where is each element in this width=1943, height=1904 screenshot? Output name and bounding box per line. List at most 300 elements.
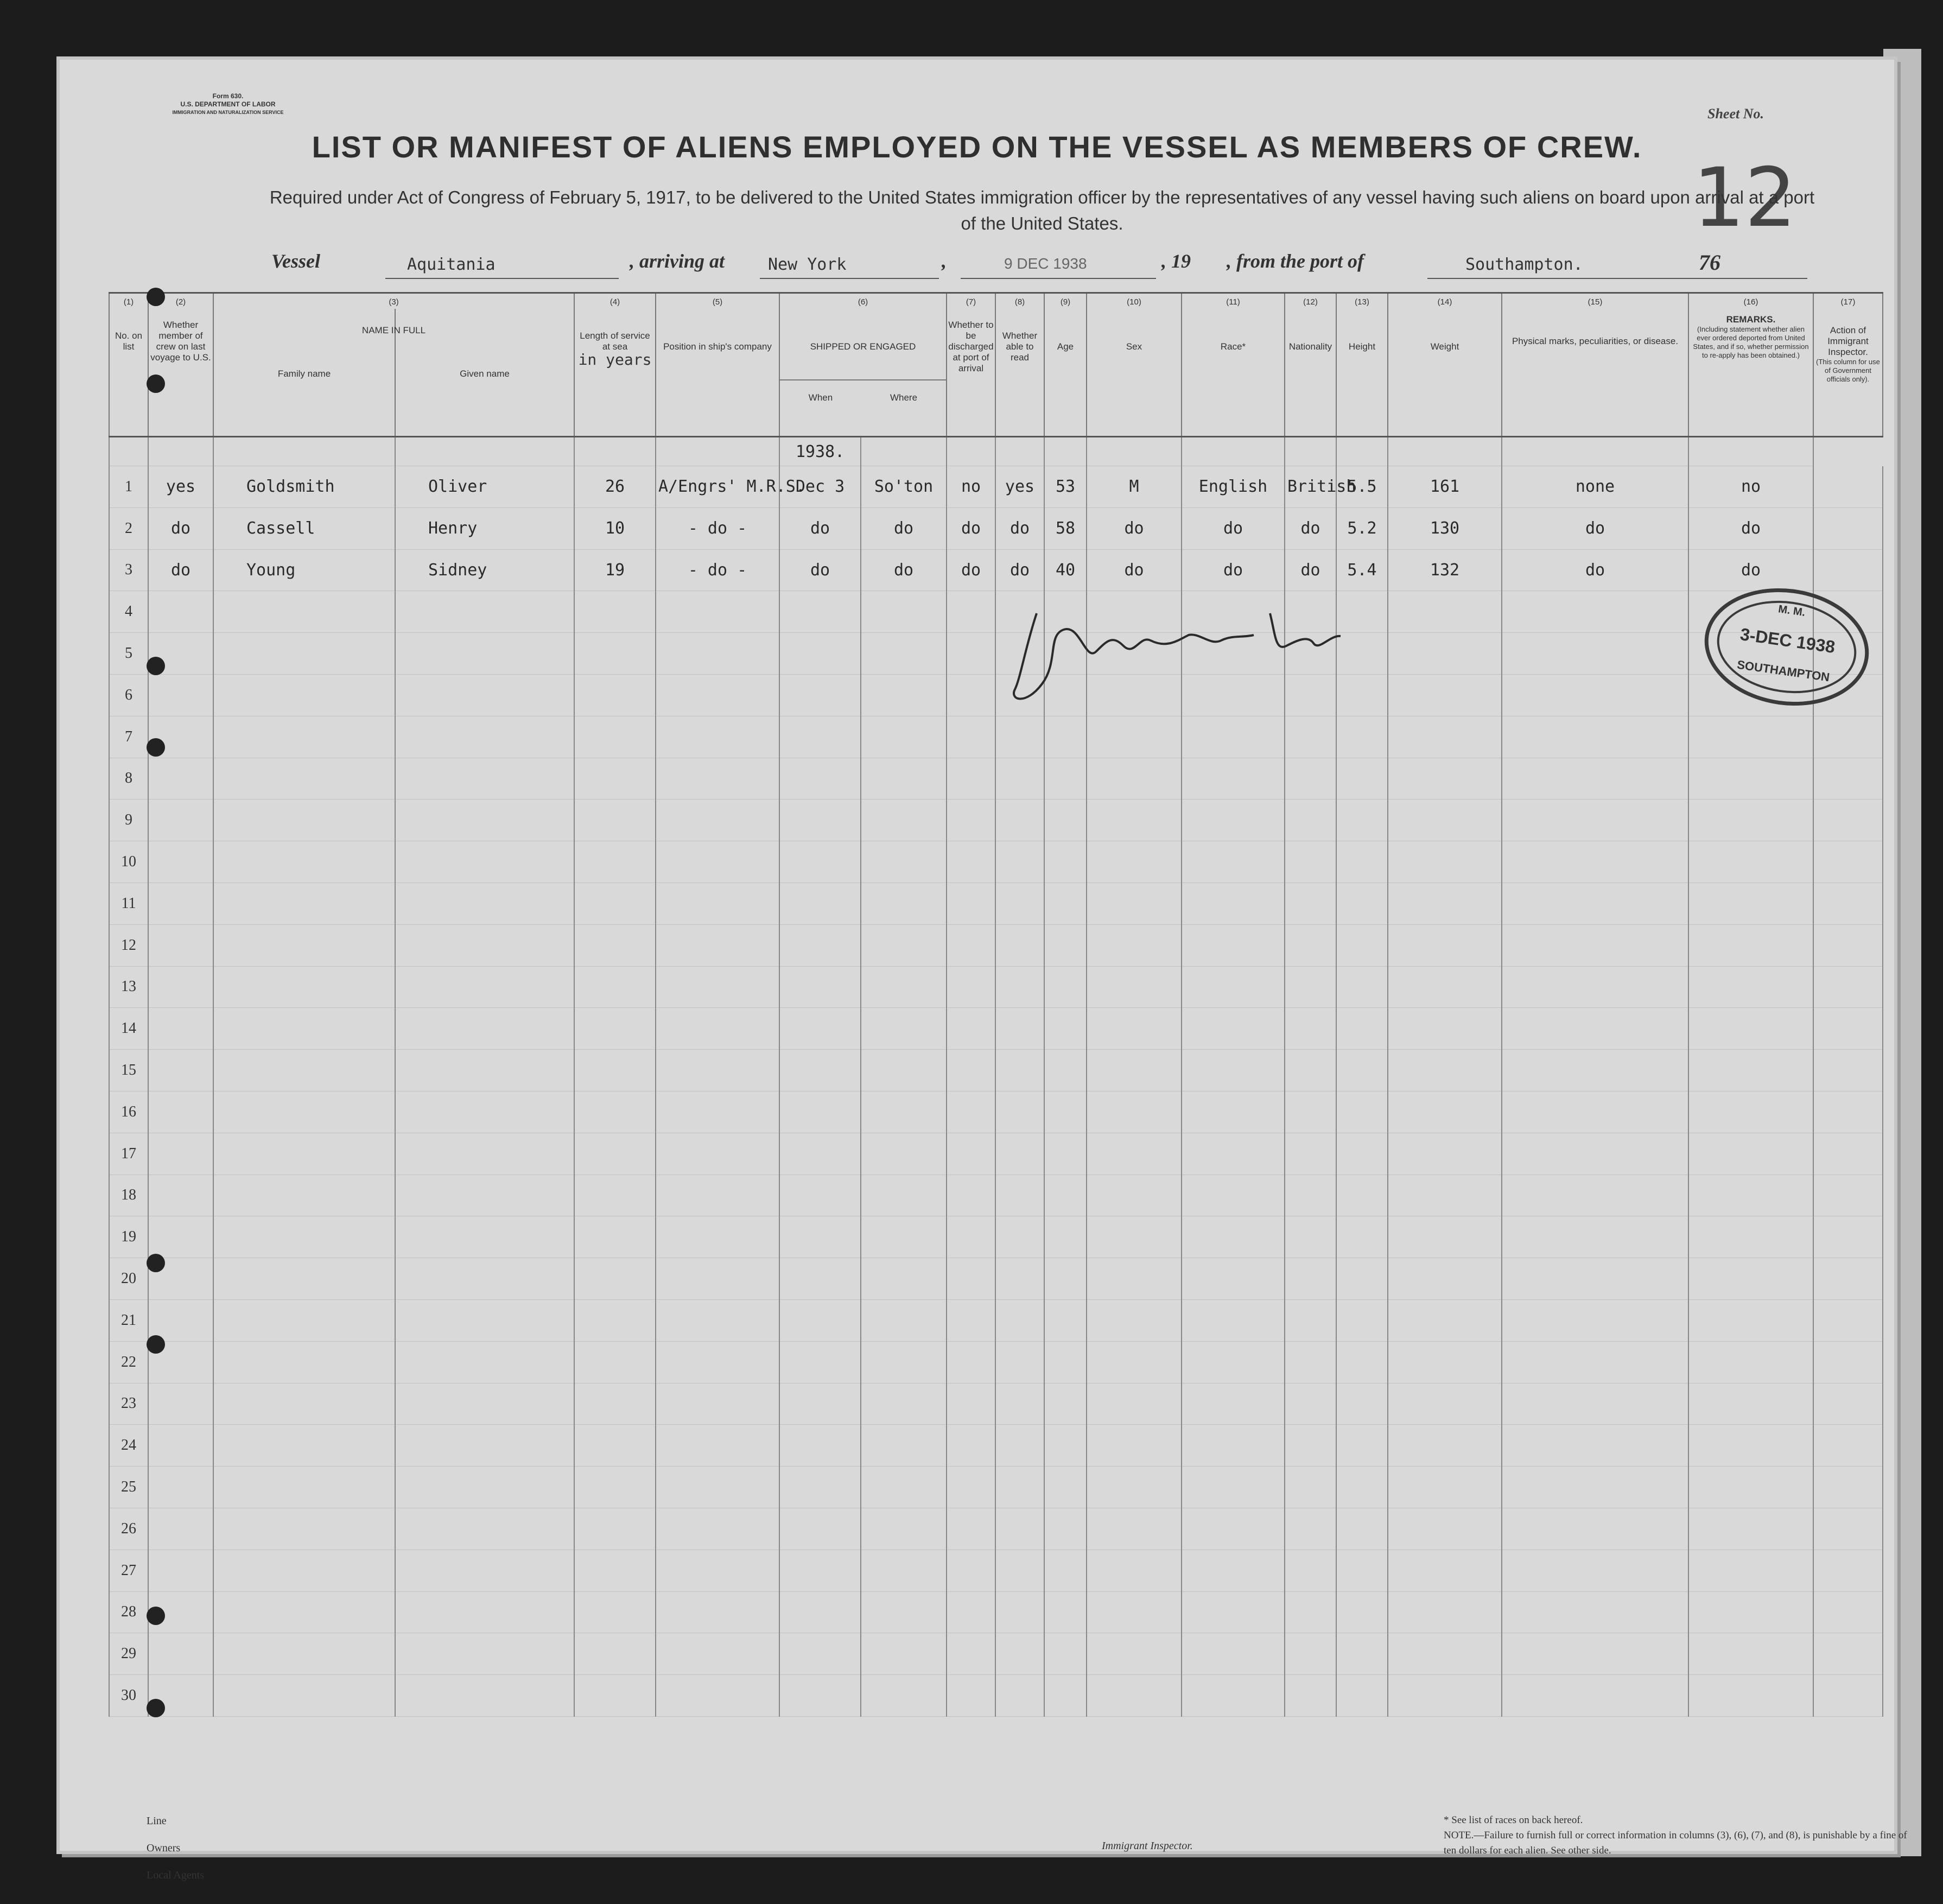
cell-service: [574, 1508, 656, 1550]
row-number: 19: [109, 1216, 148, 1258]
cell-discharged: [947, 716, 995, 758]
cell-service: [574, 1467, 656, 1508]
cell-height: [1336, 1425, 1388, 1467]
cell-discharged: [947, 633, 995, 675]
cell-action: [1813, 924, 1883, 966]
cell-weight: [1388, 1050, 1502, 1091]
header-family-name: [213, 309, 426, 437]
cell-nationality: [1285, 1091, 1336, 1133]
table-row: [109, 674, 1883, 716]
arriving-label: , arriving at: [630, 250, 725, 272]
voyage-line: Vessel Aquitania , arriving at New York , 9 DEC 1938 , 19 , from the port of Southampton. 76: [60, 250, 1894, 282]
cell-weight: [1388, 1133, 1502, 1175]
cell-height: [1336, 1258, 1388, 1300]
cell-physical: [1502, 1675, 1688, 1717]
cell-physical: [1502, 1258, 1688, 1300]
cell-physical: [1502, 674, 1688, 716]
cell-given: [395, 1091, 574, 1133]
row-number: 13: [109, 966, 148, 1008]
table-row: [109, 507, 1883, 549]
cell-given: [395, 758, 574, 799]
vessel-label: Vessel: [271, 250, 320, 272]
table-row: [109, 1383, 1883, 1425]
cell-given: [395, 1008, 574, 1050]
cell-nationality: [1285, 1467, 1336, 1508]
cell-discharged: [947, 1175, 995, 1216]
header-age: Age: [1044, 309, 1087, 437]
cell-height: [1336, 1050, 1388, 1091]
cell-discharged: [947, 1216, 995, 1258]
header-able-read: Whether able to read: [995, 309, 1044, 437]
cell-sex: [1087, 1675, 1182, 1717]
cell-nationality: [1285, 1675, 1336, 1717]
cell-given: [395, 1508, 574, 1550]
table-row: [109, 1467, 1883, 1508]
cell-height: 5.2: [1336, 507, 1388, 549]
cell-when: [779, 1091, 861, 1133]
cell-when: [779, 1425, 861, 1467]
cell-nationality: [1285, 1591, 1336, 1633]
cell-read: [995, 1133, 1044, 1175]
cell-physical: [1502, 924, 1688, 966]
cell-nationality: [1285, 1550, 1336, 1591]
cell-physical: [1502, 1175, 1688, 1216]
cell-sex: [1087, 1008, 1182, 1050]
cell-height: [1336, 716, 1388, 758]
page-subtitle: Required under Act of Congress of February 5, 1917, to be delivered to the United States immigration officer by the representatives of any vessel having such aliens on board upon arrival at a port of the United States.: [269, 187, 1815, 233]
cell-nationality: [1285, 1633, 1336, 1675]
stamp-bottom-text: SOUTHAMPTON: [1736, 657, 1831, 684]
table-row: [109, 1341, 1883, 1383]
cell-race: [1182, 1133, 1285, 1175]
cell-nationality: [1285, 1508, 1336, 1550]
row-number: 30: [109, 1675, 148, 1717]
row-number: 16: [109, 1091, 148, 1133]
header-shipped-label: SHIPPED OR ENGAGED: [780, 309, 946, 380]
cell-physical: [1502, 1633, 1688, 1675]
header-race: Race*: [1182, 309, 1285, 437]
header-crew-member: Whether member of crew on last voyage to U.S.: [148, 309, 213, 437]
row-number: 21: [109, 1299, 148, 1341]
cell-family: [213, 1425, 395, 1467]
cell-weight: [1388, 1091, 1502, 1133]
cell-nationality: [1285, 758, 1336, 799]
cell-where: [861, 1633, 947, 1675]
cell-where: [861, 1508, 947, 1550]
service-name: IMMIGRATION AND NATURALIZATION SERVICE: [172, 110, 284, 115]
cell-physical: [1502, 966, 1688, 1008]
cell-discharged: [947, 591, 995, 633]
row-number: 18: [109, 1175, 148, 1216]
cell-family: [213, 1341, 395, 1383]
cell-service: [574, 1383, 656, 1425]
cell-service: [574, 591, 656, 633]
cell-sex: [1087, 841, 1182, 883]
cell-service: [574, 1008, 656, 1050]
cell-position: [656, 883, 779, 924]
cell-where: [861, 924, 947, 966]
cell-service: [574, 1133, 656, 1175]
header-height: Height: [1336, 309, 1388, 437]
cell-remarks: do: [1688, 549, 1813, 591]
cell-given: [395, 966, 574, 1008]
cell-member: [148, 1550, 213, 1591]
cell-family: [213, 841, 395, 883]
cell-where: [861, 883, 947, 924]
column-number: (4): [574, 293, 656, 309]
cell-when: [779, 1633, 861, 1675]
cell-read: [995, 799, 1044, 841]
cell-given: [395, 1341, 574, 1383]
cell-service: [574, 1633, 656, 1675]
cell-nationality: [1285, 841, 1336, 883]
cell-nationality: [1285, 966, 1336, 1008]
table-row: [109, 799, 1883, 841]
cell-given: Henry: [395, 507, 574, 549]
cell-member: [148, 1508, 213, 1550]
table-row: [109, 758, 1883, 799]
cell-physical: [1502, 799, 1688, 841]
cell-action: [1813, 1091, 1883, 1133]
cell-race: [1182, 841, 1285, 883]
cell-where: [861, 1175, 947, 1216]
cell-race: English: [1182, 466, 1285, 508]
cell-where: [861, 1050, 947, 1091]
cell-physical: [1502, 1550, 1688, 1591]
cell-race: [1182, 1008, 1285, 1050]
cell-read: do: [995, 507, 1044, 549]
cell-given: [395, 1133, 574, 1175]
cell-physical: [1502, 1216, 1688, 1258]
cell-when: [779, 1175, 861, 1216]
cell-when: [779, 1299, 861, 1341]
cell-remarks: [1688, 1299, 1813, 1341]
cell-read: [995, 1508, 1044, 1550]
table-row: [109, 1091, 1883, 1133]
cell-discharged: [947, 1258, 995, 1300]
cell-physical: [1502, 1299, 1688, 1341]
cell-remarks: [1688, 1467, 1813, 1508]
row-number: 4: [109, 591, 148, 633]
cell-position: - do -: [656, 507, 779, 549]
cell-family: [213, 924, 395, 966]
cell-when: [779, 716, 861, 758]
cell-age: [1044, 1299, 1087, 1341]
cell-physical: do: [1502, 507, 1688, 549]
cell-race: [1182, 924, 1285, 966]
cell-when: [779, 1216, 861, 1258]
cell-remarks: [1688, 966, 1813, 1008]
row-number: 1: [109, 466, 148, 508]
cell-service: [574, 1299, 656, 1341]
cell-discharged: [947, 1299, 995, 1341]
cell-sex: do: [1087, 549, 1182, 591]
cell-weight: [1388, 966, 1502, 1008]
cell-remarks: [1688, 758, 1813, 799]
length-unit: in years: [578, 351, 652, 369]
cell-read: [995, 1175, 1044, 1216]
cell-service: [574, 633, 656, 675]
header-remarks-note: (Including statement whether alien ever ordered deported from United States, and if so, whether permission to re-apply has been obtained.): [1693, 325, 1809, 359]
binder-hole: [147, 1254, 165, 1272]
cell-age: [1044, 1675, 1087, 1717]
cell-remarks: [1688, 1050, 1813, 1091]
cell-service: [574, 799, 656, 841]
cell-where: [861, 1008, 947, 1050]
cell-weight: [1388, 758, 1502, 799]
cell-read: [995, 1091, 1044, 1133]
cell-physical: [1502, 1008, 1688, 1050]
cell-sex: [1087, 1133, 1182, 1175]
cell-discharged: [947, 1425, 995, 1467]
cell-nationality: [1285, 716, 1336, 758]
cell-where: [861, 1091, 947, 1133]
cell-race: [1182, 1341, 1285, 1383]
row-number: 7: [109, 716, 148, 758]
cell-member: [148, 1133, 213, 1175]
row-number: 5: [109, 633, 148, 675]
column-number: (10): [1087, 293, 1182, 309]
cell-discharged: [947, 1675, 995, 1717]
cell-read: [995, 1591, 1044, 1633]
cell-physical: [1502, 1050, 1688, 1091]
cell-member: [148, 1383, 213, 1425]
cell-position: [656, 924, 779, 966]
cell-age: [1044, 1508, 1087, 1550]
cell-action: [1813, 841, 1883, 883]
row-number: 12: [109, 924, 148, 966]
header-action: [1813, 309, 1883, 437]
cell-family: [213, 1550, 395, 1591]
cell-service: 26: [574, 466, 656, 508]
cell-action: [1813, 1133, 1883, 1175]
table-row: [109, 466, 1883, 508]
cell-position: [656, 758, 779, 799]
cell-position: [656, 1467, 779, 1508]
cell-age: [1044, 1091, 1087, 1133]
row-number: 28: [109, 1591, 148, 1633]
cell-discharged: [947, 966, 995, 1008]
stamp-date: 3-DEC 1938: [1738, 624, 1837, 657]
cell-race: [1182, 1258, 1285, 1300]
cell-height: [1336, 883, 1388, 924]
table-row: [109, 716, 1883, 758]
cell-age: [1044, 1467, 1087, 1508]
cell-position: [656, 633, 779, 675]
cell-where: [861, 1675, 947, 1717]
cell-position: [656, 1550, 779, 1591]
cell-sex: [1087, 1216, 1182, 1258]
cell-read: [995, 1050, 1044, 1091]
cell-family: [213, 633, 395, 675]
cell-sex: [1087, 966, 1182, 1008]
cell-read: [995, 1008, 1044, 1050]
cell-physical: [1502, 1591, 1688, 1633]
cell-action: [1813, 1258, 1883, 1300]
cell-where: [861, 591, 947, 633]
cell-member: [148, 924, 213, 966]
cell-remarks: [1688, 1341, 1813, 1383]
cell-action: [1813, 1633, 1883, 1675]
cell-age: [1044, 1383, 1087, 1425]
cell-physical: [1502, 716, 1688, 758]
cell-age: 40: [1044, 549, 1087, 591]
cell-member: yes: [148, 466, 213, 508]
cell-nationality: [1285, 1299, 1336, 1341]
row-number: 25: [109, 1467, 148, 1508]
manifest-rows: [109, 437, 1883, 1717]
cell-when: [779, 1341, 861, 1383]
cell-weight: [1388, 1216, 1502, 1258]
row-number: 17: [109, 1133, 148, 1175]
cell-family: [213, 1175, 395, 1216]
cell-where: do: [861, 507, 947, 549]
cell-read: [995, 1633, 1044, 1675]
cell-family: [213, 1383, 395, 1425]
column-numbers-row: [109, 293, 1883, 309]
cell-position: [656, 716, 779, 758]
cell-nationality: [1285, 1133, 1336, 1175]
cell-sex: [1087, 716, 1182, 758]
cell-given: [395, 1383, 574, 1425]
column-number: (2): [148, 293, 213, 309]
cell-action: [1813, 466, 1883, 508]
cell-nationality: [1285, 1383, 1336, 1425]
from-port-label: , from the port of: [1227, 250, 1364, 272]
cell-action: [1813, 1508, 1883, 1550]
cell-race: do: [1182, 549, 1285, 591]
table-row: [109, 841, 1883, 883]
table-row: [109, 1508, 1883, 1550]
cell-age: [1044, 1050, 1087, 1091]
cell-where: [861, 1467, 947, 1508]
cell-position: [656, 591, 779, 633]
cell-position: [656, 1175, 779, 1216]
cell-read: [995, 883, 1044, 924]
cell-position: [656, 1258, 779, 1300]
table-row: [109, 924, 1883, 966]
cell-when: [779, 591, 861, 633]
header-remarks: [1688, 309, 1813, 437]
cell-discharged: do: [947, 549, 995, 591]
cell-position: [656, 1091, 779, 1133]
cell-remarks: [1688, 1425, 1813, 1467]
cell-position: [656, 1675, 779, 1717]
header-physical-marks: Physical marks, peculiarities, or disease.: [1502, 309, 1688, 437]
cell-height: [1336, 1675, 1388, 1717]
arrival-port: New York: [768, 255, 847, 274]
cell-nationality: British: [1285, 466, 1336, 508]
cell-remarks: [1688, 1633, 1813, 1675]
cell-physical: [1502, 1133, 1688, 1175]
cell-action: [1813, 1299, 1883, 1341]
row-number: 2: [109, 507, 148, 549]
cell-position: [656, 1633, 779, 1675]
table-row: [109, 549, 1883, 591]
cell-when: [779, 1550, 861, 1591]
cell-when: [779, 1008, 861, 1050]
cell-family: [213, 1467, 395, 1508]
manifest-sheet: [60, 60, 1907, 1881]
cell-where: So'ton: [861, 466, 947, 508]
cell-service: [574, 674, 656, 716]
cell-service: [574, 1050, 656, 1091]
cell-position: [656, 1508, 779, 1550]
cell-when: [779, 758, 861, 799]
cell-race: [1182, 1550, 1285, 1591]
column-number: (12): [1285, 293, 1336, 309]
cell-position: A/Engrs' M.R.S.: [656, 466, 779, 508]
cell-age: 58: [1044, 507, 1087, 549]
cell-position: [656, 1299, 779, 1341]
year-label: , 19: [1161, 250, 1191, 272]
cell-height: [1336, 966, 1388, 1008]
cell-nationality: [1285, 1050, 1336, 1091]
cell-family: [213, 591, 395, 633]
cell-position: [656, 1341, 779, 1383]
cell-discharged: [947, 1591, 995, 1633]
cell-remarks: [1688, 1216, 1813, 1258]
cell-physical: do: [1502, 549, 1688, 591]
cell-family: [213, 883, 395, 924]
cell-height: 5.4: [1336, 549, 1388, 591]
column-number: (9): [1044, 293, 1087, 309]
cell-nationality: [1285, 1216, 1336, 1258]
row-number: 20: [109, 1258, 148, 1300]
cell-where: [861, 1133, 947, 1175]
cell-remarks: [1688, 1258, 1813, 1300]
cell-given: [395, 591, 574, 633]
cell-height: [1336, 1216, 1388, 1258]
cell-when: [779, 1258, 861, 1300]
header-where: Where: [890, 392, 918, 403]
binder-hole: [147, 1607, 165, 1625]
cell-when: [779, 674, 861, 716]
cell-weight: [1388, 591, 1502, 633]
handwritten-signature: [1004, 602, 1384, 711]
cell-given: Oliver: [395, 466, 574, 508]
cell-given: Sidney: [395, 549, 574, 591]
cell-nationality: [1285, 1008, 1336, 1050]
cell-weight: [1388, 1467, 1502, 1508]
table-row: [109, 1299, 1883, 1341]
cell-read: [995, 1341, 1044, 1383]
cell-where: [861, 799, 947, 841]
cell-weight: [1388, 1508, 1502, 1550]
cell-where: [861, 674, 947, 716]
cell-weight: 161: [1388, 466, 1502, 508]
binder-hole: [147, 375, 165, 393]
cell-given: [395, 1050, 574, 1091]
table-row: [109, 591, 1883, 633]
cell-height: [1336, 1133, 1388, 1175]
cell-weight: [1388, 1258, 1502, 1300]
cell-age: [1044, 1216, 1087, 1258]
cell-physical: [1502, 883, 1688, 924]
cell-discharged: [947, 1133, 995, 1175]
cell-member: [148, 591, 213, 633]
cell-age: [1044, 1258, 1087, 1300]
table-row: [109, 633, 1883, 675]
cell-read: [995, 966, 1044, 1008]
cell-action: [1813, 1675, 1883, 1717]
cell-age: [1044, 1175, 1087, 1216]
cell-member: [148, 966, 213, 1008]
stamp-top-text: M. M.: [1777, 603, 1806, 619]
cell-remarks: [1688, 1550, 1813, 1591]
sheet-number-label: Sheet No.: [1707, 106, 1764, 122]
column-number: (8): [995, 293, 1044, 309]
